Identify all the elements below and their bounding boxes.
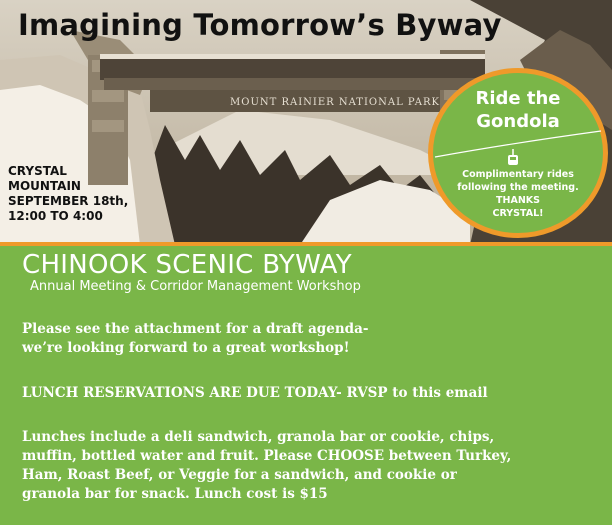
event-time: 12:00 TO 4:00 xyxy=(8,209,103,223)
lunch-line-2: muffin, bottled water and fruit. Please CHOOSE between Turkey, xyxy=(22,448,512,464)
event-venue-line-2: MOUNTAIN xyxy=(8,179,81,193)
lunch-line-3: Ham, Roast Beef, or Veggie for a sandwich, and cookie or xyxy=(22,467,457,483)
byway-subtitle: Annual Meeting & Corridor Management Workshop xyxy=(30,279,361,294)
agenda-line-2: we’re looking forward to a great workshop! xyxy=(22,340,350,356)
gondola-text-line-2: following the meeting. xyxy=(457,182,579,193)
gondola-text-line-1: Complimentary rides xyxy=(462,169,574,180)
event-date: SEPTEMBER 18th, xyxy=(8,194,129,208)
gondola-title-line-1: Ride the xyxy=(475,88,561,109)
agenda-paragraph xyxy=(22,320,368,358)
hero-title: Imagining Tomorrow’s Byway xyxy=(18,8,502,42)
event-venue-line-1: CRYSTAL xyxy=(8,164,67,178)
lunch-paragraph xyxy=(22,428,511,504)
gondola-text-line-4: CRYSTAL! xyxy=(492,208,544,219)
gondola-text-line-3: THANKS xyxy=(496,195,540,206)
arch-sign-text: MOUNT RAINIER NATIONAL PARK xyxy=(230,97,440,108)
lunch-line-1: Lunches include a deli sandwich, granola bar or cookie, chips, xyxy=(22,429,495,445)
rsvp-paragraph xyxy=(22,384,488,403)
byway-title: CHINOOK SCENIC BYWAY xyxy=(22,250,352,280)
rsvp-line: LUNCH RESERVATIONS ARE DUE TODAY- RVSP to this email xyxy=(22,385,488,401)
lunch-line-4: granola bar for snack. Lunch cost is $15 xyxy=(22,486,328,502)
gondola-title-line-2: Gondola xyxy=(476,111,560,132)
gondola-text xyxy=(433,168,603,220)
agenda-line-1: Please see the attachment for a draft agenda- xyxy=(22,321,369,337)
gondola-badge xyxy=(428,68,608,238)
info-panel xyxy=(0,246,612,525)
event-info xyxy=(8,164,138,224)
